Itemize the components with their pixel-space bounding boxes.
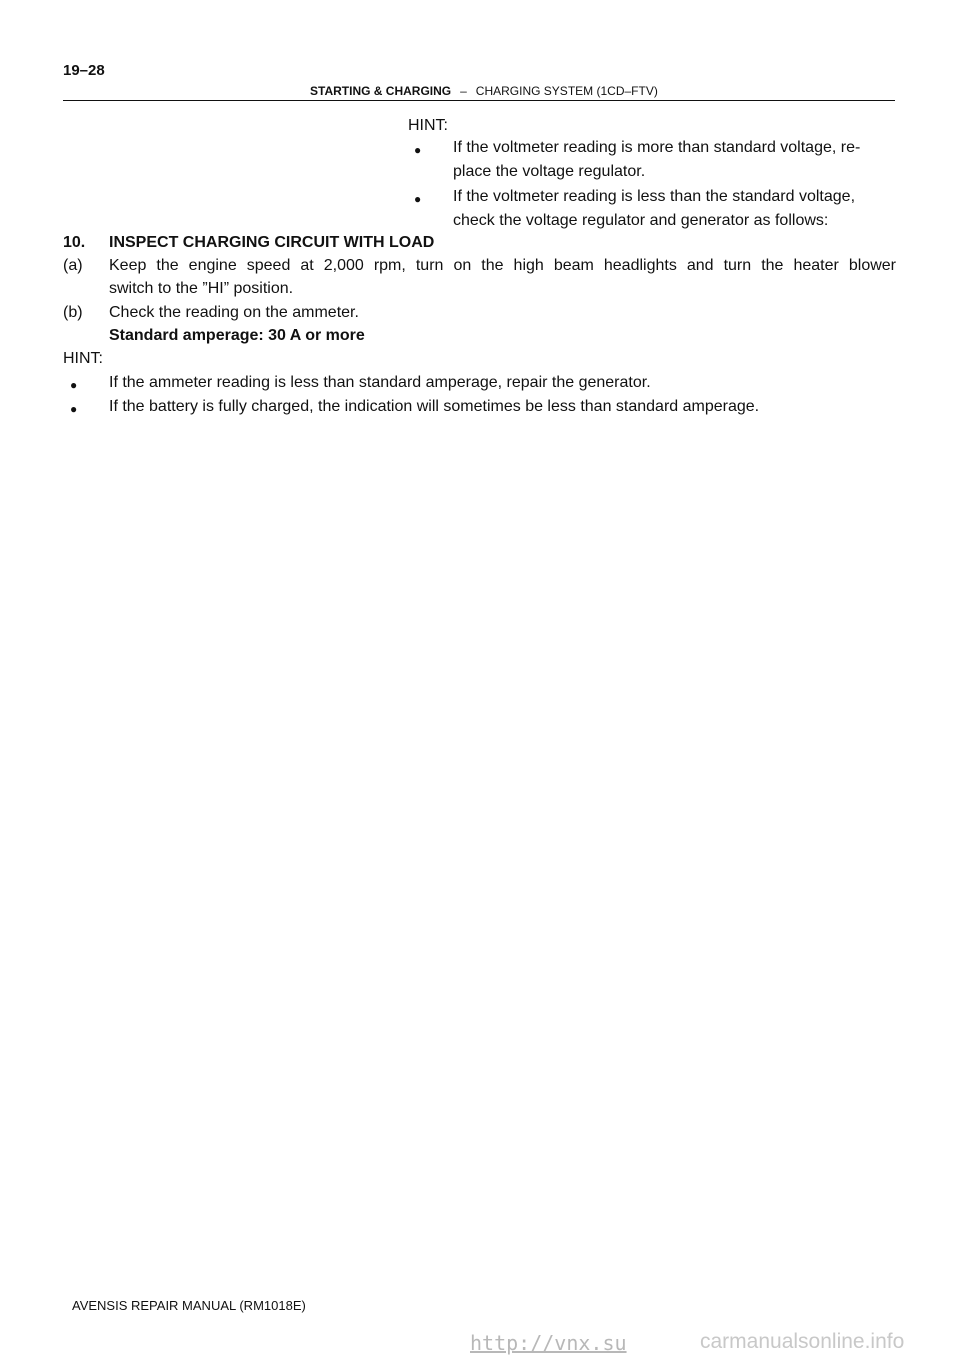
subsection-name: CHARGING SYSTEM (1CD–FTV) — [475, 84, 658, 98]
manual-footer: AVENSIS REPAIR MANUAL (RM1018E) — [72, 1298, 306, 1313]
item-b-label: (b) — [63, 304, 83, 321]
section-name: STARTING & CHARGING — [310, 84, 452, 98]
section-dash: – — [460, 84, 467, 98]
section-title — [310, 84, 658, 98]
standard-amperage-spec: Standard amperage: 30 A or more — [109, 327, 365, 344]
step-title: INSPECT CHARGING CIRCUIT WITH LOAD — [109, 234, 435, 251]
item-a-label: (a) — [63, 257, 83, 274]
item-a-line-2: switch to the ”HI” position. — [109, 280, 294, 297]
hint-1-bullet-1-line-2: place the voltage regulator. — [453, 163, 646, 180]
step-number: 10. — [63, 234, 86, 251]
bullet-icon: ● — [70, 402, 78, 416]
hint-1-bullet-2-line-1: If the voltmeter reading is less than the standard voltage, — [453, 188, 856, 205]
hint-1-bullet-2-line-2: check the voltage regulator and generator as follows: — [453, 212, 829, 229]
watermark-site: carmanualsonline.info — [700, 1330, 905, 1353]
hint-label-1: HINT: — [408, 117, 448, 134]
page-number: 19–28 — [63, 62, 105, 79]
item-b-line-1: Check the reading on the ammeter. — [109, 304, 359, 321]
hint-label-2: HINT: — [63, 350, 103, 367]
item-a-line-1: Keep the engine speed at 2,000 rpm, turn on the high beam headlights and turn the heater blower — [109, 257, 896, 274]
bullet-icon: ● — [414, 192, 422, 206]
bullet-icon: ● — [70, 378, 78, 392]
watermark-link[interactable]: http://vnx.su — [470, 1331, 627, 1355]
hint-2-bullet-1: If the ammeter reading is less than standard amperage, repair the generator. — [109, 374, 651, 391]
hint-1-bullet-1-line-1: If the voltmeter reading is more than standard voltage, re- — [453, 139, 861, 156]
hint-2-bullet-2: If the battery is fully charged, the indication will sometimes be less than standard amperage. — [109, 398, 760, 415]
header-rule — [63, 100, 895, 101]
bullet-icon: ● — [414, 143, 422, 157]
